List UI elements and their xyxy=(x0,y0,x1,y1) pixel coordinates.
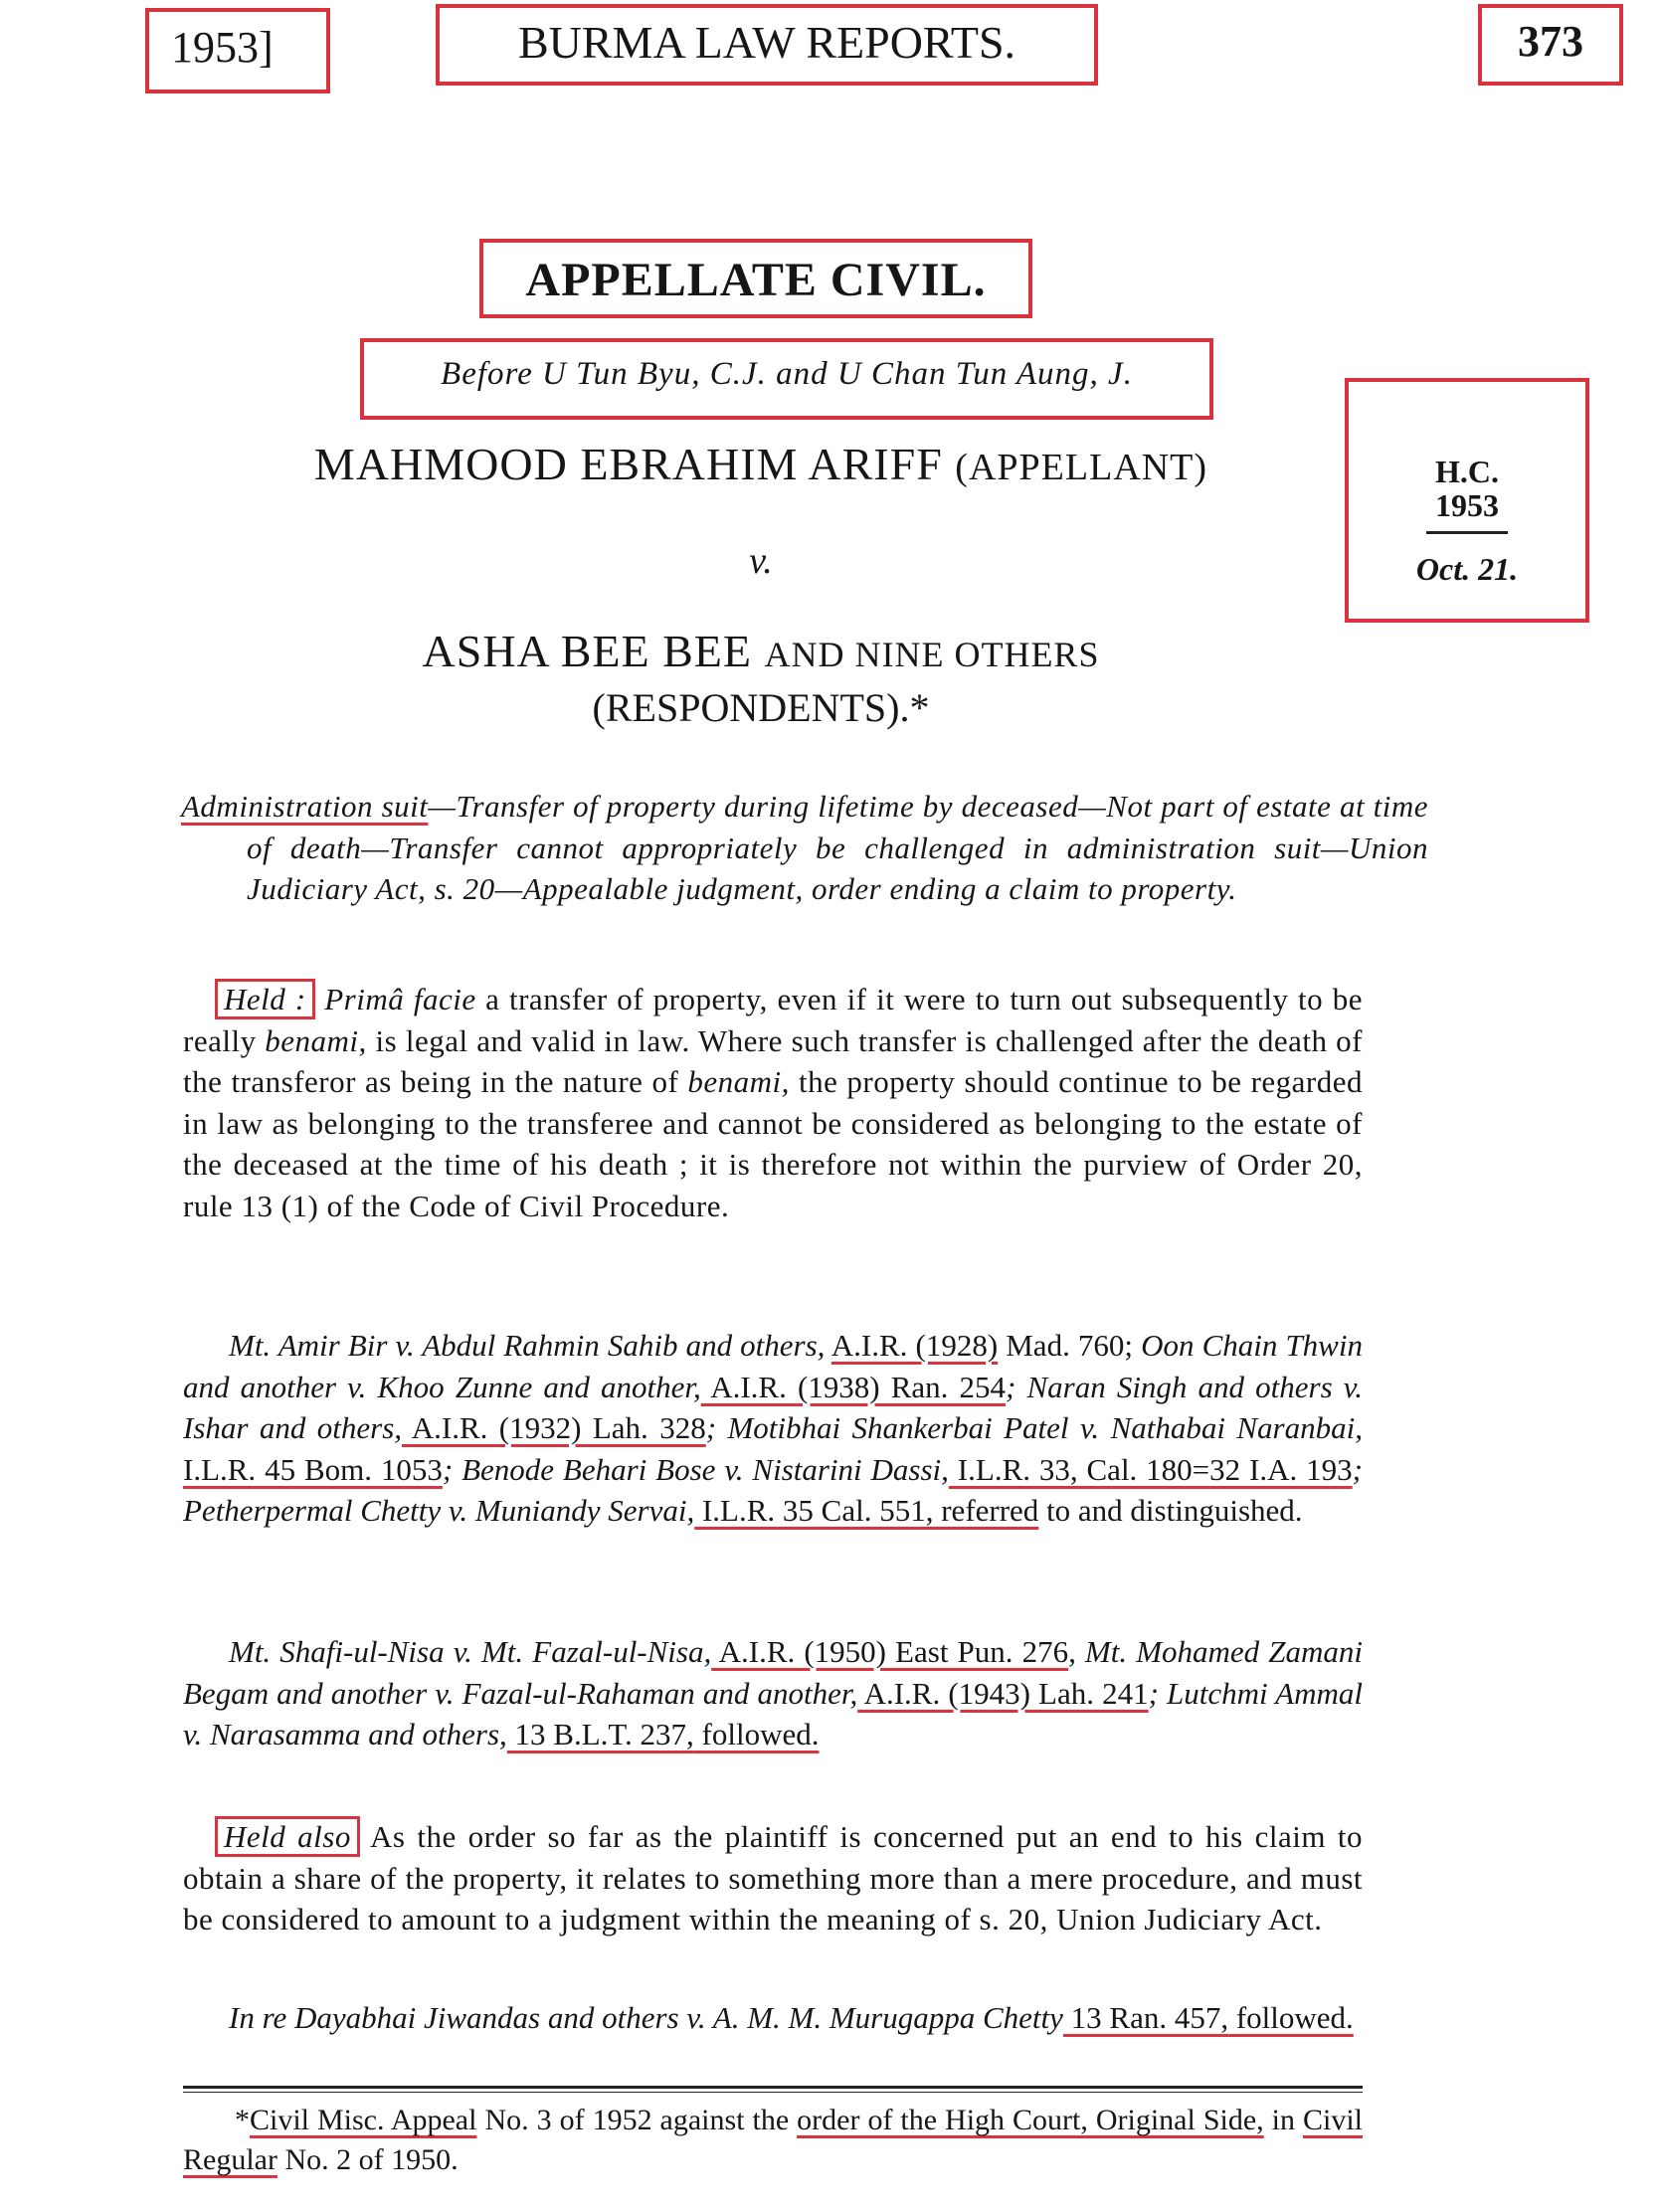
page-number: 373 xyxy=(1478,4,1623,86)
held-also-label: Held also xyxy=(215,1816,360,1857)
footnote-rule xyxy=(183,2086,1363,2089)
margin-rule xyxy=(1426,531,1508,534)
citations-followed: Mt. Shafi-ul-Nisa v. Mt. Fazal-ul-Nisa, A.I.R. (1950) East Pun. 276, Mt. Mohamed Zamani Begam and another v. Fazal-ul-Rahaman and another, A.I.R. (1943) Lah. 241; Lutchmi Ammal v. Narasamma and others, 13 B.L.T. 237, followed. xyxy=(183,1634,1363,1751)
held-label: Held : xyxy=(215,979,315,1019)
appellant xyxy=(0,438,1522,490)
headnote-lead: Administration suit xyxy=(181,789,429,824)
respondent-name: ASHA BEE BEE xyxy=(422,626,752,676)
appellant-role: (APPELLANT) xyxy=(955,447,1208,488)
header-year: 1953] xyxy=(145,8,330,93)
footnote-rule-2 xyxy=(183,2092,1363,2093)
citations-followed-2: In re Dayabhai Jiwandas and others v. A. M. M. Murugappa Chetty 13 Ran. 457, followed. xyxy=(229,2000,1354,2035)
held-paragraph: Held : Primâ facie a transfer of property, even if it were to turn out subsequently to be really benami, is legal and valid in law. Where such transfer is challenged after the death of the transferor as being in the nature of benami, the property should continue to be regarded in law as belonging to the transferee and cannot be considered as belonging to the estate of the deceased at the time of his death ; it is therefore not within the purview of Order 20, rule 13 (1) of the Code of Civil Procedure. xyxy=(183,979,1363,1226)
appellant-name: MAHMOOD EBRAHIM ARIFF xyxy=(313,439,943,489)
respondent xyxy=(0,625,1522,677)
journal-title: BURMA LAW REPORTS. xyxy=(436,4,1098,86)
margin-note xyxy=(1345,378,1589,623)
margin-court: H.C. xyxy=(1435,454,1499,489)
versus: v. xyxy=(749,540,773,582)
footnote: *Civil Misc. Appeal No. 3 of 1952 against the order of the High Court, Original Side, in Civil Regular No. 2 of 1950. xyxy=(183,2104,1363,2176)
section-title: APPELLATE CIVIL. xyxy=(479,239,1032,318)
bench-line: Before U Tun Byu, C.J. and U Chan Tun Aung, J. xyxy=(360,338,1213,420)
held-also-paragraph: Held also As the order so far as the plaintiff is concerned put an end to his claim to obtain a share of the property, it relates to something more than a mere procedure, and must be considered to amount to a judgment within the meaning of s. 20, Union Judiciary Act. xyxy=(183,1816,1363,1940)
respondent-others: AND NINE OTHERS xyxy=(764,635,1100,674)
citations-referred: Mt. Amir Bir v. Abdul Rahmin Sahib and others, A.I.R. (1928) Mad. 760; Oon Chain Thwin and another v. Khoo Zunne and another, A.I.R. (1938) Ran. 254; Naran Singh and others v. Ishar and others, A.I.R. (1932) Lah. 328; Motibhai Shankerbai Patel v. Nathabai Naranbai, I.L.R. 45 Bom. 1053; Benode Behari Bose v. Nistarini Dassi, I.L.R. 33, Cal. 180=32 I.A. 193; Petherpermal Chetty v. Muniandy Servai, I.L.R. 35 Cal. 551, referred to and distinguished. xyxy=(183,1328,1363,1528)
headnote-rest: —Transfer of property during lifetime by deceased—Not part of estate at time of death—Transfer cannot appropriately be challenged in administration suit—Union Judiciary Act, s. 20—Appealable judgment, order ending a claim to property. xyxy=(247,789,1429,906)
margin-date: Oct. 21. xyxy=(1415,551,1519,587)
headnote xyxy=(181,786,1428,910)
margin-year: 1953 xyxy=(1435,487,1499,523)
respondent-role: (RESPONDENTS).* xyxy=(592,685,930,730)
